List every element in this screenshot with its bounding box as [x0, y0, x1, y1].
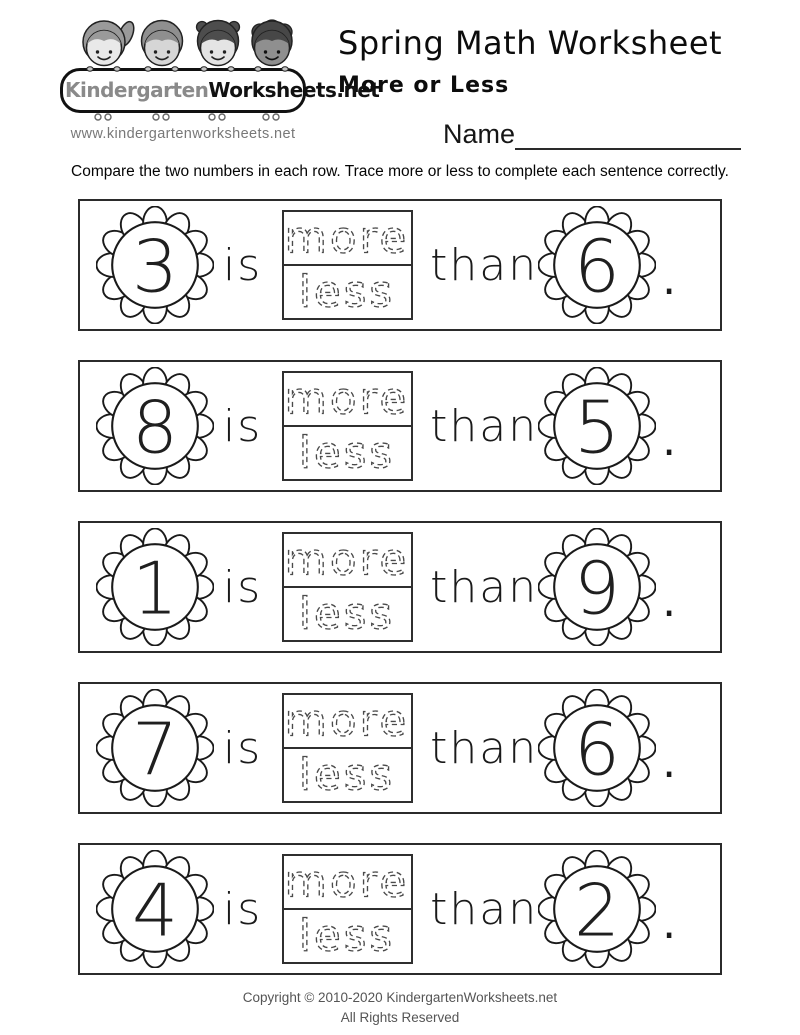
worksheet-rows [78, 199, 722, 975]
trace-option-more[interactable] [284, 534, 411, 588]
right-number: 5 [574, 386, 621, 471]
name-input-line[interactable] [515, 121, 741, 150]
period: . [662, 415, 677, 466]
than-label: than [430, 400, 539, 452]
left-number: 4 [131, 869, 179, 954]
trace-more-text: more [284, 374, 410, 425]
trace-option-less[interactable] [284, 588, 411, 640]
trace-box [282, 854, 413, 964]
kids-feet-icon [60, 112, 306, 124]
is-label: is [223, 561, 263, 613]
brand-second: Worksheets.net [208, 78, 380, 102]
than-label: than [430, 561, 539, 613]
left-number: 7 [131, 708, 179, 793]
trace-more-text: more [284, 213, 410, 264]
trace-more-text: more [284, 857, 410, 908]
flower-icon [538, 689, 656, 807]
period: . [662, 576, 677, 627]
trace-less-text: less [298, 750, 396, 801]
trace-less-text: less [298, 911, 396, 962]
flower-icon [538, 850, 656, 968]
trace-option-less[interactable] [284, 266, 411, 318]
flower-icon [96, 367, 214, 485]
right-number: 9 [574, 547, 621, 632]
flower-icon [96, 206, 214, 324]
trace-option-more[interactable] [284, 373, 411, 427]
period: . [662, 254, 677, 305]
left-number: 8 [131, 386, 179, 471]
left-number: 1 [131, 547, 179, 632]
flower-icon [96, 850, 214, 968]
right-number: 2 [574, 869, 621, 954]
page-title: Spring Math Worksheet [338, 24, 723, 62]
flower-icon [538, 206, 656, 324]
trace-option-less[interactable] [284, 749, 411, 801]
trace-option-more[interactable] [284, 856, 411, 910]
flower-icon [96, 528, 214, 646]
trace-option-more[interactable] [284, 212, 411, 266]
left-number: 3 [131, 225, 179, 310]
is-label: is [223, 239, 263, 291]
trace-box [282, 210, 413, 320]
is-label: is [223, 883, 263, 935]
trace-more-text: more [284, 696, 410, 747]
brand-text [65, 78, 379, 102]
period: . [662, 898, 677, 949]
trace-option-less[interactable] [284, 910, 411, 962]
website-url: www.kindergartenworksheets.net [70, 126, 296, 142]
title-block [338, 24, 722, 98]
is-label: is [223, 722, 263, 774]
copyright-text: Copyright © 2010-2020 KindergartenWorksheets.net [242, 990, 558, 1005]
flower-icon [538, 528, 656, 646]
trace-option-more[interactable] [284, 695, 411, 749]
brand-sign [60, 68, 380, 113]
rights-text: All Rights Reserved [340, 1010, 460, 1026]
instructions-text: Compare the two numbers in each row. Trace more or less to complete each sentence correctly. [71, 163, 729, 180]
trace-box [282, 371, 413, 481]
name-line [443, 119, 741, 150]
right-number: 6 [574, 225, 621, 310]
trace-more-text: more [284, 535, 410, 586]
than-label: than [430, 722, 539, 774]
than-label: than [430, 883, 539, 935]
right-number: 6 [574, 708, 621, 793]
flower-icon [96, 689, 214, 807]
trace-less-text: less [298, 428, 396, 479]
kids-illustration-icon [60, 14, 306, 74]
brand-first: Kindergarten [65, 78, 209, 102]
is-label: is [223, 400, 263, 452]
name-label: Name [443, 119, 516, 149]
trace-box [282, 693, 413, 803]
footer [0, 988, 800, 1029]
page-subtitle: More or Less [338, 73, 510, 98]
worksheet-row [78, 360, 722, 492]
worksheet-row [78, 682, 722, 814]
trace-option-less[interactable] [284, 427, 411, 479]
worksheet-row [78, 199, 722, 331]
trace-less-text: less [298, 589, 396, 640]
period: . [662, 737, 677, 788]
flower-icon [538, 367, 656, 485]
trace-box [282, 532, 413, 642]
trace-less-text: less [298, 267, 396, 318]
worksheet-row [78, 843, 722, 975]
than-label: than [430, 239, 539, 291]
worksheet-row [78, 521, 722, 653]
site-logo [60, 14, 380, 142]
